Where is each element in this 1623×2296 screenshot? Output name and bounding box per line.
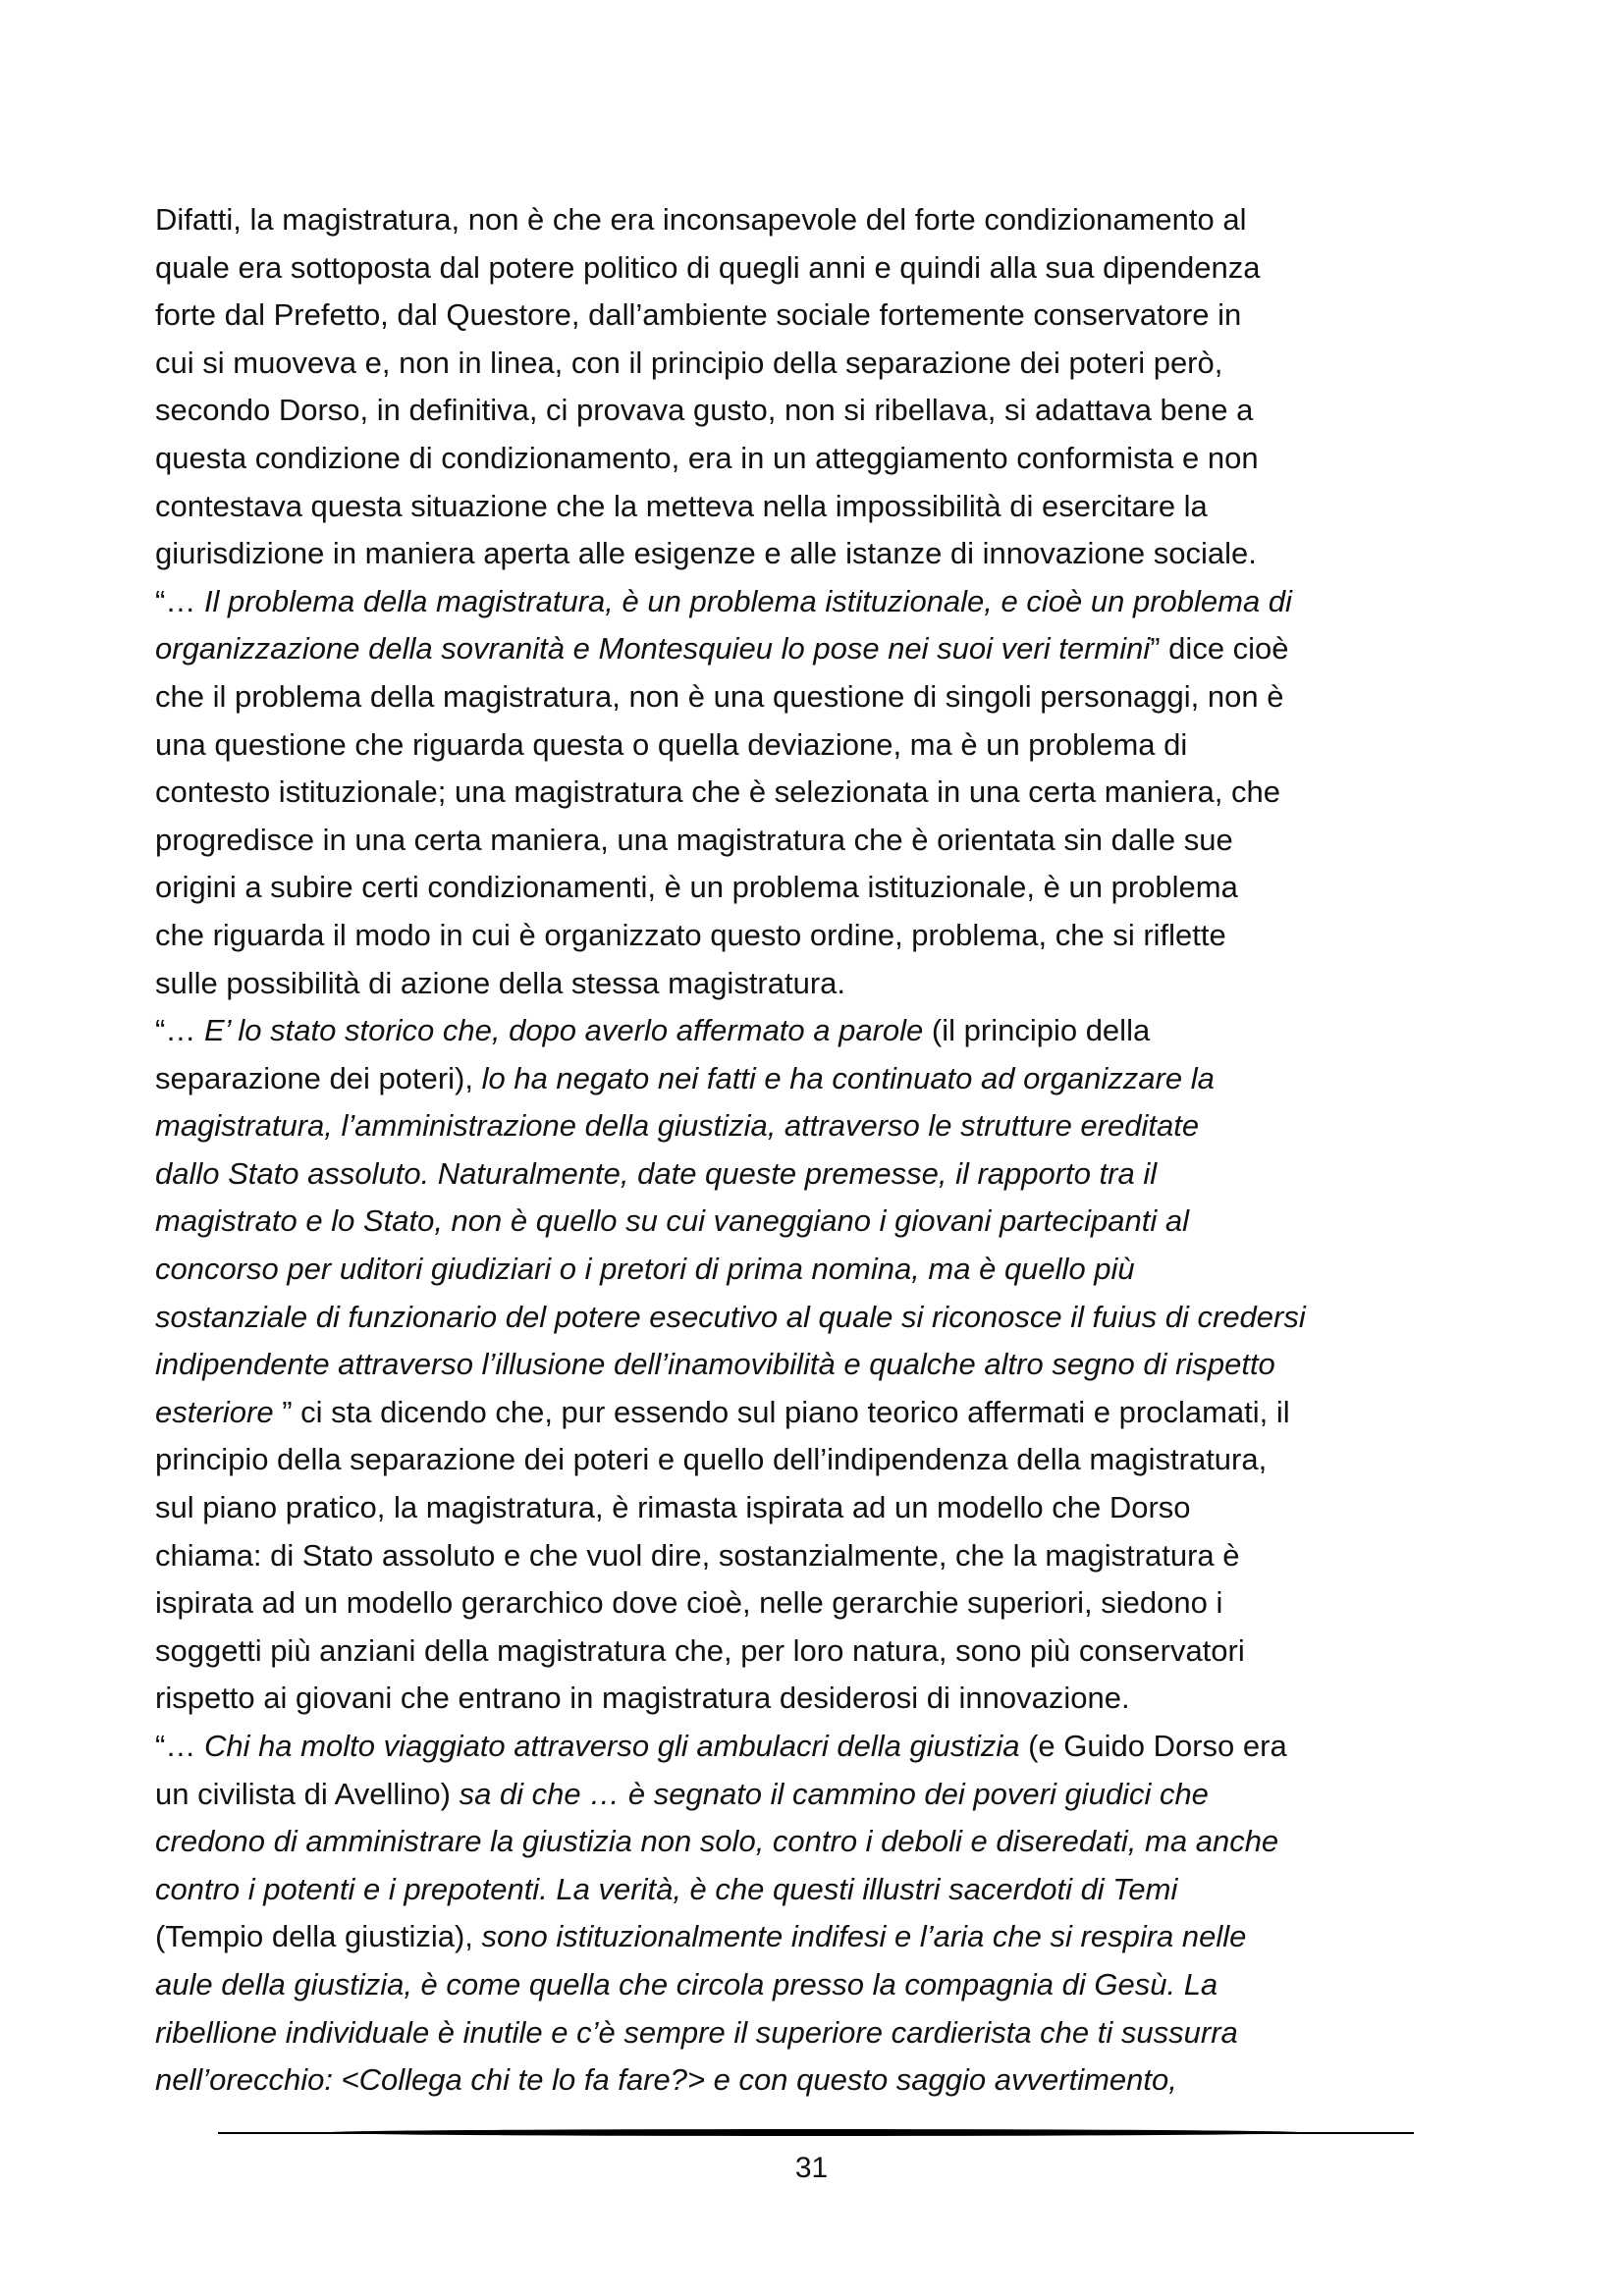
text-line: [155, 625, 1490, 673]
text-segment: cui si muoveva e, non in linea, con il principio della separazione dei poteri però,: [155, 345, 1223, 380]
italic-quote-segment: organizzazione della sovranità e Montesquieu lo pose nei suoi veri termini: [155, 631, 1151, 667]
text-segment: forte dal Prefetto, dal Questore, dall’ambiente sociale fortemente conservatore in: [155, 297, 1242, 333]
text-line: [155, 244, 1490, 293]
text-line: [155, 1532, 1490, 1580]
text-segment: Difatti, la magistratura, non è che era inconsapevole del forte condizionamento al: [155, 202, 1247, 237]
text-line: [155, 1961, 1490, 2009]
text-line: [155, 483, 1490, 531]
italic-quote-segment: concorso per uditori giudiziari o i pretori di prima nomina, ma è quello più: [155, 1252, 1135, 1287]
italic-quote-segment: lo ha negato nei fatti e ha continuato ad organizzare la: [481, 1060, 1215, 1095]
text-segment: contestava questa situazione che la metteva nella impossibilità di esercitare la: [155, 488, 1208, 523]
text-segment: origini a subire certi condizionamenti, è un problema istituzionale, è un problema: [155, 870, 1238, 905]
text-line: [155, 1675, 1490, 1723]
text-line: [155, 1055, 1490, 1103]
text-line: [155, 1579, 1490, 1628]
text-segment: chiama: di Stato assoluto e che vuol dire, sostanzialmente, che la magistratura è: [155, 1537, 1240, 1573]
text-segment: che il problema della magistratura, non è una questione di singoli personaggi, non è: [155, 678, 1284, 714]
text-line: [155, 1198, 1490, 1246]
text-line: [155, 2056, 1490, 2105]
text-line: [155, 817, 1490, 865]
text-line: [155, 1294, 1490, 1342]
text-segment: soggetti più anziani della magistratura che, per loro natura, sono più conservatori: [155, 1632, 1245, 1668]
text-line: [155, 1913, 1490, 1961]
text-line: [155, 1341, 1490, 1389]
text-line: [155, 1102, 1490, 1150]
text-line: [155, 721, 1490, 770]
text-line: [155, 673, 1490, 721]
italic-quote-segment: nell’orecchio: <Collega chi te lo fa fare?> e con questo saggio avvertimento,: [155, 2062, 1177, 2098]
text-segment: che riguarda il modo in cui è organizzato questo ordine, problema, che si riflette: [155, 917, 1226, 952]
text-line: [155, 1007, 1490, 1055]
text-segment: rispetto ai giovani che entrano in magistratura desiderosi di innovazione.: [155, 1681, 1130, 1716]
text-line: [155, 960, 1490, 1008]
text-line: [155, 196, 1490, 244]
text-line: [155, 864, 1490, 912]
page-number: 31: [794, 2152, 829, 2184]
italic-quote-segment: dallo Stato assoluto. Naturalmente, date queste premesse, il rapporto tra il: [155, 1155, 1158, 1191]
footer-rule-swell: [324, 2129, 1306, 2136]
text-line: [155, 340, 1490, 388]
text-segment: “…: [155, 583, 204, 618]
italic-quote-segment: magistrato e lo Stato, non è quello su cui vaneggiano i giovani partecipanti al: [155, 1203, 1189, 1239]
text-line: [155, 1436, 1490, 1484]
text-line: [155, 2009, 1490, 2057]
text-segment: un civilista di Avellino): [155, 1776, 460, 1811]
text-line: [155, 769, 1490, 817]
text-line: [155, 578, 1490, 626]
text-segment: separazione dei poteri),: [155, 1060, 482, 1095]
text-segment: quale era sottoposta dal potere politico di quegli anni e quindi alla sua dipendenza: [155, 249, 1261, 285]
text-segment: (il principio della: [923, 1013, 1151, 1048]
text-line: [155, 1150, 1490, 1199]
text-line: [155, 1866, 1490, 1914]
italic-quote-segment: sa di che … è segnato il cammino dei poveri giudici che: [459, 1776, 1209, 1811]
text-segment: sulle possibilità di azione della stessa magistratura.: [155, 965, 846, 1000]
text-line: [155, 292, 1490, 340]
text-segment: (Tempio della giustizia),: [155, 1919, 482, 1954]
text-segment: sul piano pratico, la magistratura, è rimasta ispirata ad un modello che Dorso: [155, 1490, 1191, 1525]
italic-quote-segment: ribellione individuale è inutile e c’è sempre il superiore cardierista che ti sussurra: [155, 2014, 1238, 2050]
italic-quote-segment: magistratura, l’amministrazione della giustizia, attraverso le strutture ereditate: [155, 1108, 1200, 1144]
italic-quote-segment: Il problema della magistratura, è un problema istituzionale, e cioè un problema di: [203, 583, 1292, 618]
text-segment: giurisdizione in maniera aperta alle esigenze e alle istanze di innovazione sociale.: [155, 536, 1257, 571]
text-segment: “…: [155, 1013, 204, 1048]
italic-quote-segment: credono di amministrare la giustizia non solo, contro i deboli e diseredati, ma anche: [155, 1824, 1279, 1859]
text-segment: “…: [155, 1729, 204, 1763]
italic-quote-segment: sono istituzionalmente indifesi e l’aria che si respira nelle: [481, 1919, 1247, 1954]
text-segment: questa condizione di condizionamento, era in un atteggiamento conformista e non: [155, 440, 1259, 475]
italic-quote-segment: esteriore: [155, 1394, 283, 1429]
text-line: [155, 1484, 1490, 1532]
text-line: [155, 387, 1490, 435]
italic-quote-segment: aule della giustizia, è come quella che circola presso la compagnia di Gesù. La: [155, 1966, 1218, 2002]
text-segment: ispirata ad un modello gerarchico dove cioè, nelle gerarchie superiori, siedono i: [155, 1585, 1223, 1621]
text-segment: contesto istituzionale; una magistratura che è selezionata in una certa maniera, che: [155, 774, 1280, 810]
text-segment: ” ci sta dicendo che, pur essendo sul piano teorico affermati e proclamati, il: [282, 1394, 1290, 1429]
text-segment: ” dice cioè: [1150, 631, 1289, 667]
italic-quote-segment: E’ lo stato storico che, dopo averlo affermato a parole: [203, 1013, 924, 1048]
italic-quote-segment: indipendente attraverso l’illusione dell’inamovibilità e qualche altro segno di rispetto: [155, 1347, 1275, 1382]
text-segment: secondo Dorso, in definitiva, ci provava gusto, non si ribellava, si adattava bene a: [155, 393, 1254, 428]
text-line: [155, 1628, 1490, 1676]
text-segment: principio della separazione dei poteri e quello dell’indipendenza della magistratura,: [155, 1442, 1268, 1477]
text-line: [155, 1818, 1490, 1866]
italic-quote-segment: sostanziale di funzionario del potere esecutivo al quale si riconosce il fuius di credersi: [155, 1299, 1306, 1334]
text-line: [155, 1389, 1490, 1437]
text-segment: progredisce in una certa maniera, una magistratura che è orientata sin dalle sue: [155, 822, 1233, 857]
body-text: [155, 196, 1490, 2105]
text-line: [155, 1771, 1490, 1819]
text-line: [155, 912, 1490, 960]
italic-quote-segment: Chi ha molto viaggiato attraverso gli ambulacri della giustizia: [203, 1729, 1020, 1763]
italic-quote-segment: contro i potenti e i prepotenti. La verità, è che questi illustri sacerdoti di Temi: [155, 1871, 1178, 1906]
text-line: [155, 435, 1490, 483]
text-segment: una questione che riguarda questa o quella deviazione, ma è un problema di: [155, 726, 1188, 762]
text-line: [155, 1246, 1490, 1294]
text-line: [155, 530, 1490, 578]
text-line: [155, 1723, 1490, 1771]
text-segment: (e Guido Dorso era: [1019, 1729, 1287, 1763]
